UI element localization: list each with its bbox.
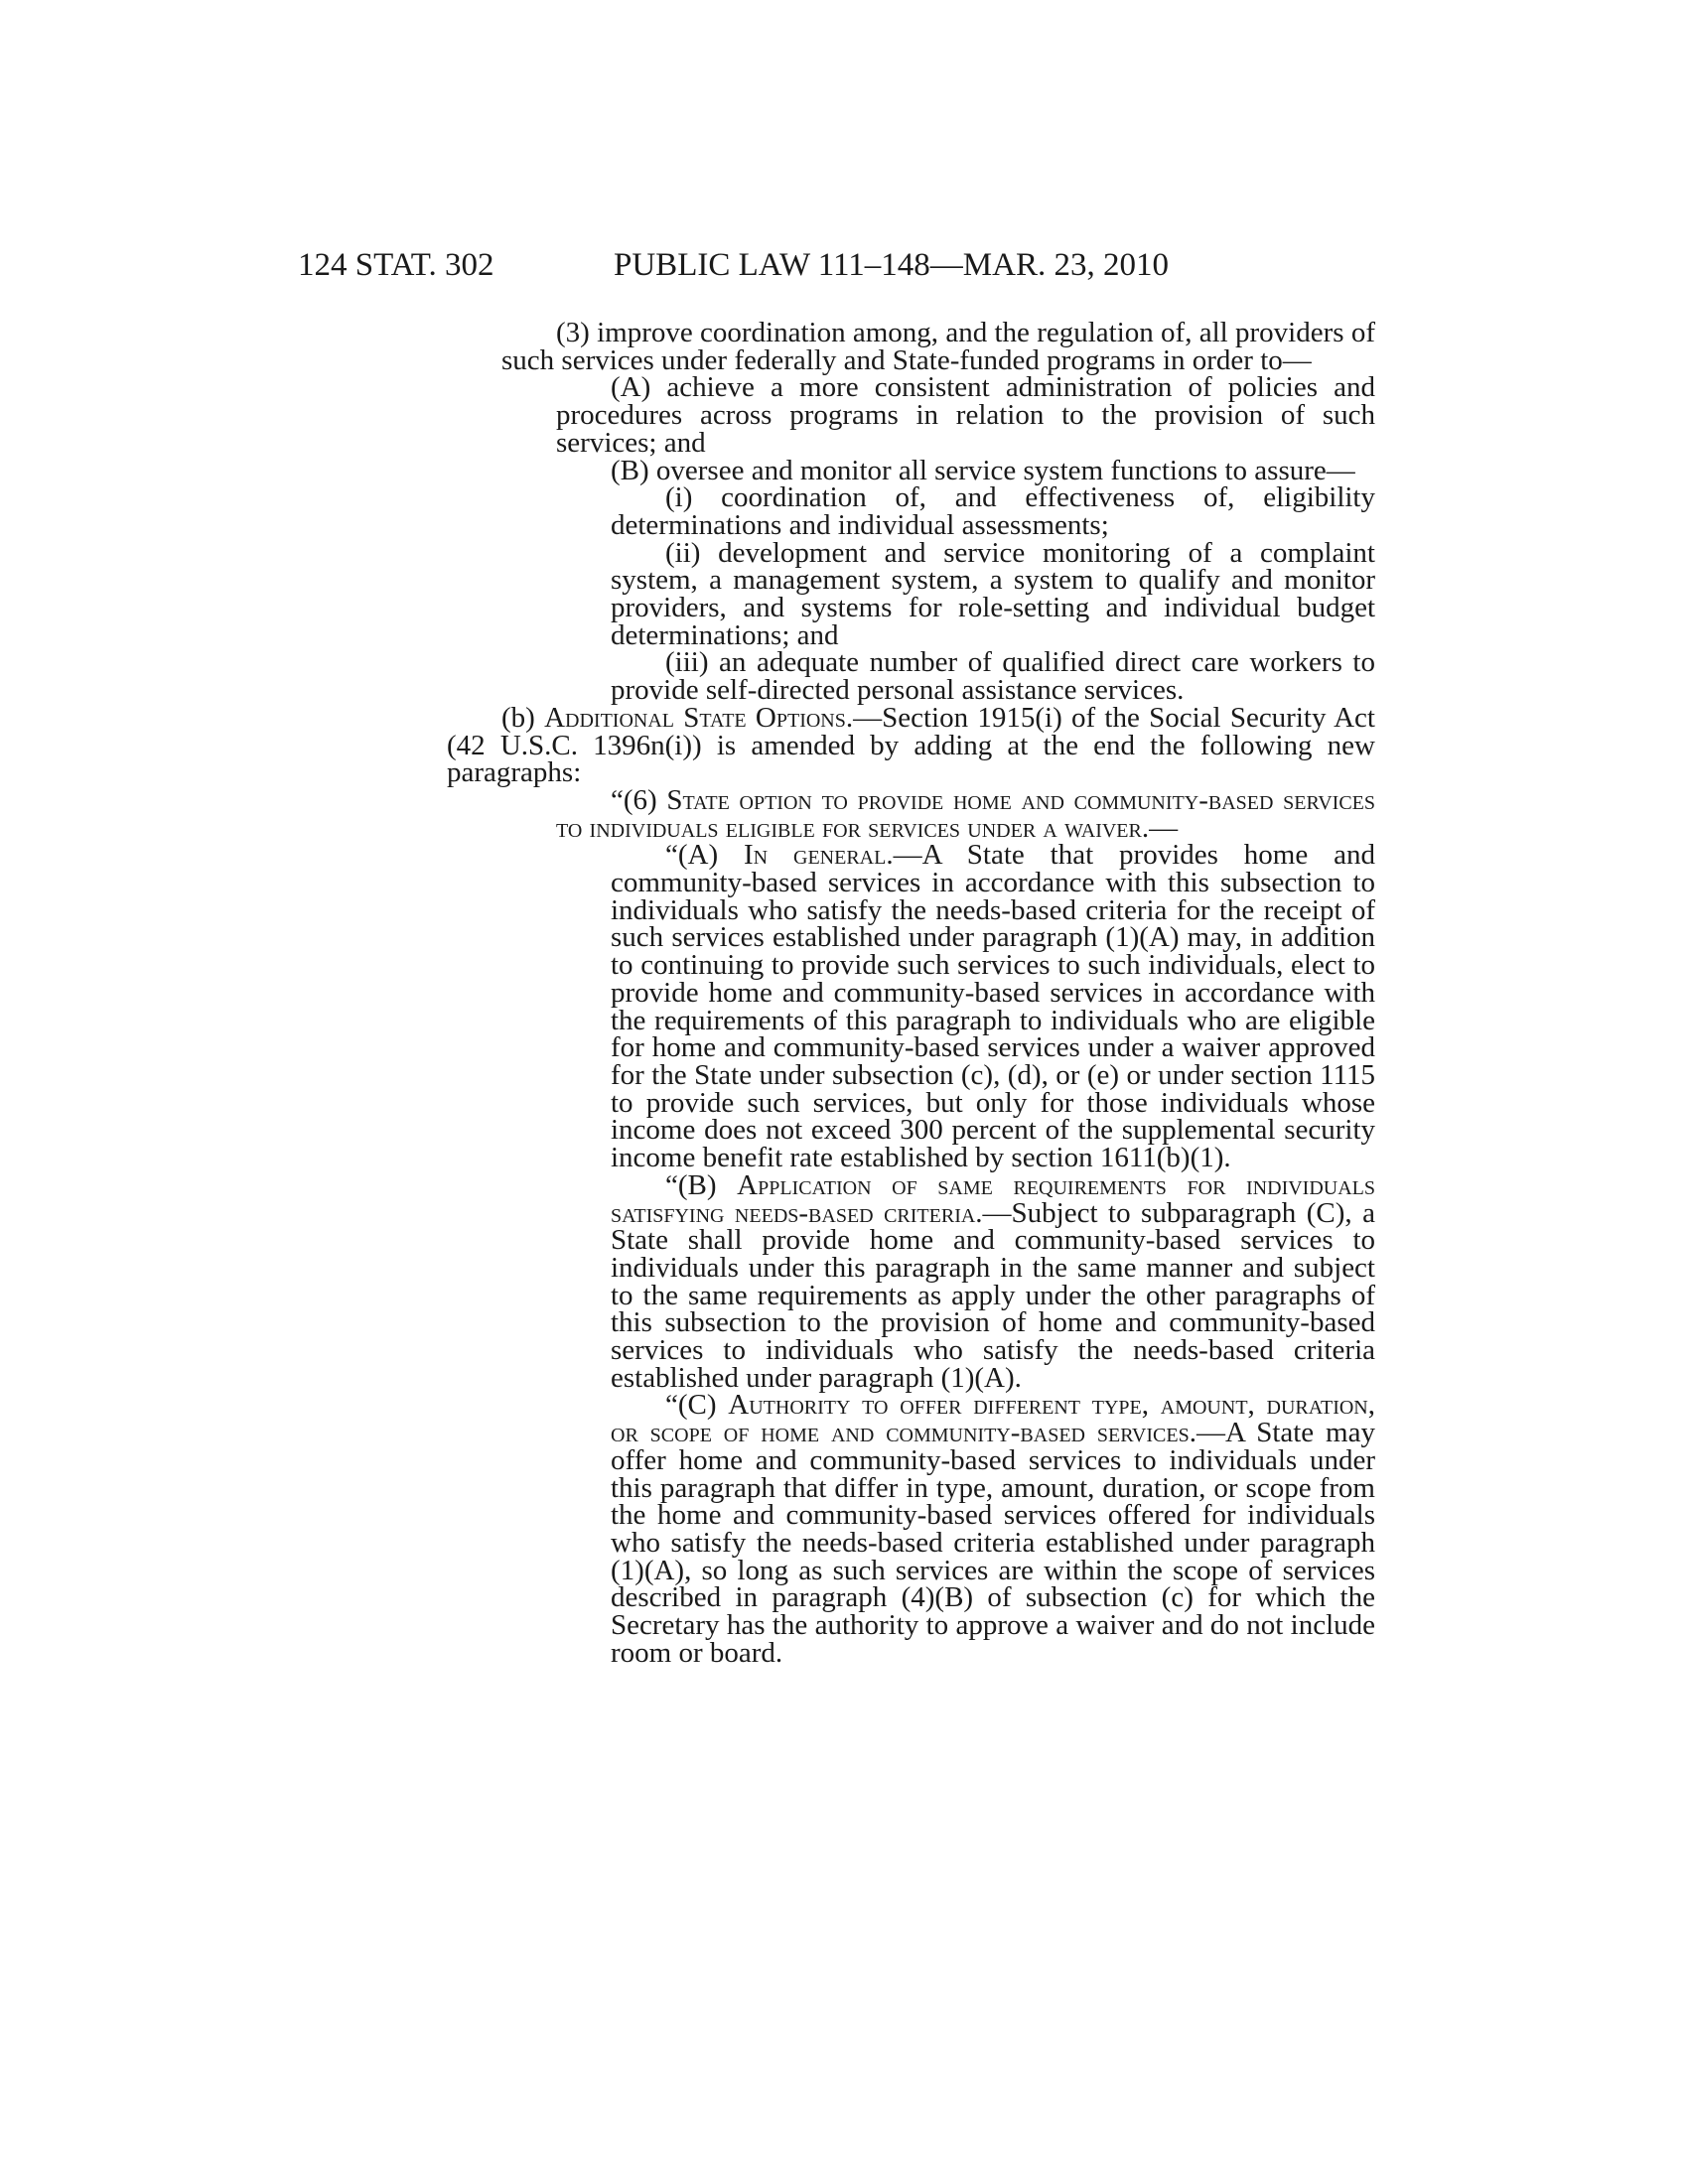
subparagraph-b-heading: Application of same requirements for individuals satisfying needs-based criteria. <box>611 1168 1376 1229</box>
clause-iii: (iii) an adequate number of qualified direct care workers to provide self-directed personal assistance services. <box>611 646 1375 707</box>
new-subparagraph-c <box>501 1389 1375 1669</box>
subparagraph-b-text: —Subject to subparagraph (C), a State shall provide home and community-based services to individuals under this paragraph in the same manner and subject to the same requirements as apply under the other paragraphs of this subsection to the provision of home and community-based services to individuals who satisfy the needs-based criteria established under paragraph (1)(A). <box>611 1196 1375 1394</box>
subsection-b <box>447 701 1375 789</box>
paragraph-3: (3) improve coordination among, and the regulation of, all providers of such services under federally and State-funded programs in order to— <box>501 317 1375 376</box>
clause-ii: (ii) development and service monitoring of a complaint system, a management system, a system to qualify and monitor providers, and systems for role-setting and individual budget determinations; and <box>611 536 1375 651</box>
paragraph-6-lead: “(6) <box>611 783 667 816</box>
subparagraph-a-lead: “(A) <box>665 839 745 872</box>
subparagraph-3b: (B) oversee and monitor all service system functions to assure— <box>611 454 1355 486</box>
subparagraph-a-heading: In general. <box>744 839 894 872</box>
subsection-b-lead: (b) <box>501 701 545 734</box>
new-paragraph-6 <box>501 783 1375 844</box>
paragraph-6-heading: State option to provide home and community-based services to individuals eligible for services under a waiver. <box>556 783 1375 844</box>
clause-i: (i) coordination of, and effectiveness of, eligibility determinations and individual assessments; <box>611 481 1375 541</box>
subparagraph-c-text: —A State may offer home and community-based services to individuals under this paragraph that differ in type, amount, duration, or scope from the home and community-based services offered for individuals who satisfy the needs-based criteria established under paragraph (1)(A), so long as such services are within the scope of services described in paragraph (4)(B) of subsection (c) for which the Secretary has the authority to approve a waiver and do not include room or board. <box>611 1417 1375 1669</box>
page-header <box>298 247 1390 288</box>
subsection-b-heading: Additional State Options. <box>544 701 854 734</box>
new-subparagraph-b <box>501 1168 1376 1394</box>
stat-reference: 124 STAT. 302 <box>298 247 494 283</box>
subparagraph-a-text: —A State that provides home and community-based services in accordance with this subsection to individuals who satisfy the needs-based criteria for the receipt of such services established under paragraph (1)(A) may, in addition to continuing to provide such services to such individuals, elect to provide home and community-based services in accordance with the requirements of this paragraph to individuals who are eligible for home and community-based services under a waiver approved for the State under subsection (c), (d), or (e) or under section 1115 to provide such services, but only for those individuals whose income does not exceed 300 percent of the supplemental security income benefit rate established by section 1611(b)(1). <box>611 839 1375 1174</box>
subparagraph-3a: (A) achieve a more consistent administration of policies and procedures across programs in relation to the provision of such services; and <box>556 371 1375 459</box>
paragraph-6-text: — <box>1149 811 1179 844</box>
document-body <box>447 317 1376 1669</box>
subparagraph-c-lead: “(C) <box>665 1389 729 1422</box>
running-title: PUBLIC LAW 111–148—MAR. 23, 2010 <box>614 247 1169 283</box>
subparagraph-c-heading: Authority to offer different type, amount, duration, or scope of home and community-based services. <box>611 1389 1375 1449</box>
subparagraph-b-lead: “(B) <box>665 1168 738 1201</box>
new-subparagraph-a <box>501 839 1375 1174</box>
subsection-b-text: —Section 1915(i) of the Social Security Act (42 U.S.C. 1396n(i)) is amended by adding at the end the following new paragraphs: <box>447 701 1375 789</box>
